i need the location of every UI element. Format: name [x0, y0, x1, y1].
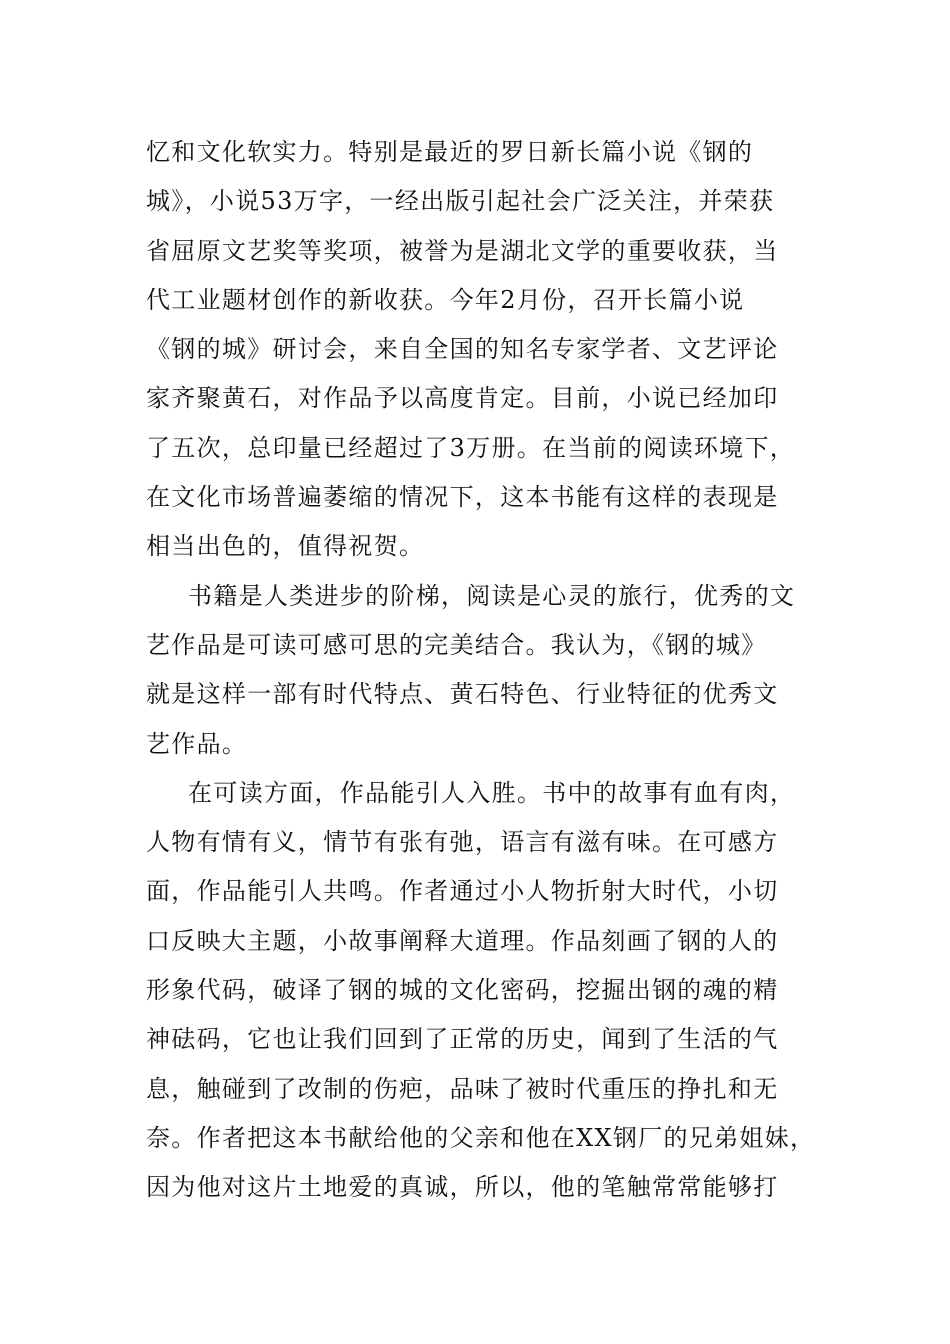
text-line: 口反映大主题，小故事阐释大道理。作品刻画了钢的人的 — [146, 926, 779, 955]
text-line: 忆和文化软实力。特别是最近的罗日新长篇小说《钢的 — [146, 138, 754, 166]
text-line: 艺作品是可读可感可思的完美结合。我认为，《钢的城》 — [146, 630, 767, 659]
paragraph — [146, 769, 836, 1213]
text-line: 因为他对这片土地爱的真诚，所以，他的笔触常常能够打 — [146, 1173, 779, 1202]
text-line: 人物有情有义，情节有张有弛，语言有滋有味。在可感方 — [146, 828, 779, 857]
text-line: 《钢的城》研讨会，来自全国的知名专家学者、文艺评论 — [146, 335, 779, 364]
text-line: 代工业题材创作的新收获。今年2月份，召开长篇小说 — [146, 285, 745, 314]
text-line: 形象代码，破译了钢的城的文化密码，挖掘出钢的魂的精 — [146, 976, 779, 1005]
paragraph — [146, 572, 836, 769]
text-line: 面，作品能引人共鸣。作者通过小人物折射大时代，小切 — [146, 877, 779, 906]
text-line: 在文化市场普遍萎缩的情况下，这本书能有这样的表现是 — [146, 483, 779, 512]
text-line: 家齐聚黄石，对作品予以高度肯定。目前，小说已经加印 — [146, 384, 779, 413]
text-line: 城》，小说53万字，一经出版引起社会广泛关注，并荣获 — [146, 187, 775, 216]
text-line: 神砝码，它也让我们回到了正常的历史，闻到了生活的气 — [146, 1025, 779, 1054]
text-line: 奈。作者把这本书献给他的父亲和他在XX钢厂的兄弟姐妹， — [146, 1123, 816, 1152]
text-line: 相当出色的，值得祝贺。 — [146, 532, 425, 561]
text-line: 就是这样一部有时代特点、黄石特色、行业特征的优秀文 — [146, 680, 779, 709]
paragraph — [146, 128, 836, 572]
text-line: 在可读方面，作品能引人入胜。书中的故事有血有肉， — [188, 778, 796, 807]
body-text — [146, 128, 836, 1213]
text-line: 息，触碰到了改制的伤疤，品味了被时代重压的挣扎和无 — [146, 1074, 779, 1103]
text-line: 了五次，总印量已经超过了3万册。在当前的阅读环境下， — [146, 433, 796, 462]
text-line: 书籍是人类进步的阶梯，阅读是心灵的旅行，优秀的文 — [188, 581, 796, 610]
text-line: 省屈原文艺奖等奖项，被誉为是湖北文学的重要收获，当 — [146, 236, 779, 265]
text-line: 艺作品。 — [146, 729, 248, 758]
